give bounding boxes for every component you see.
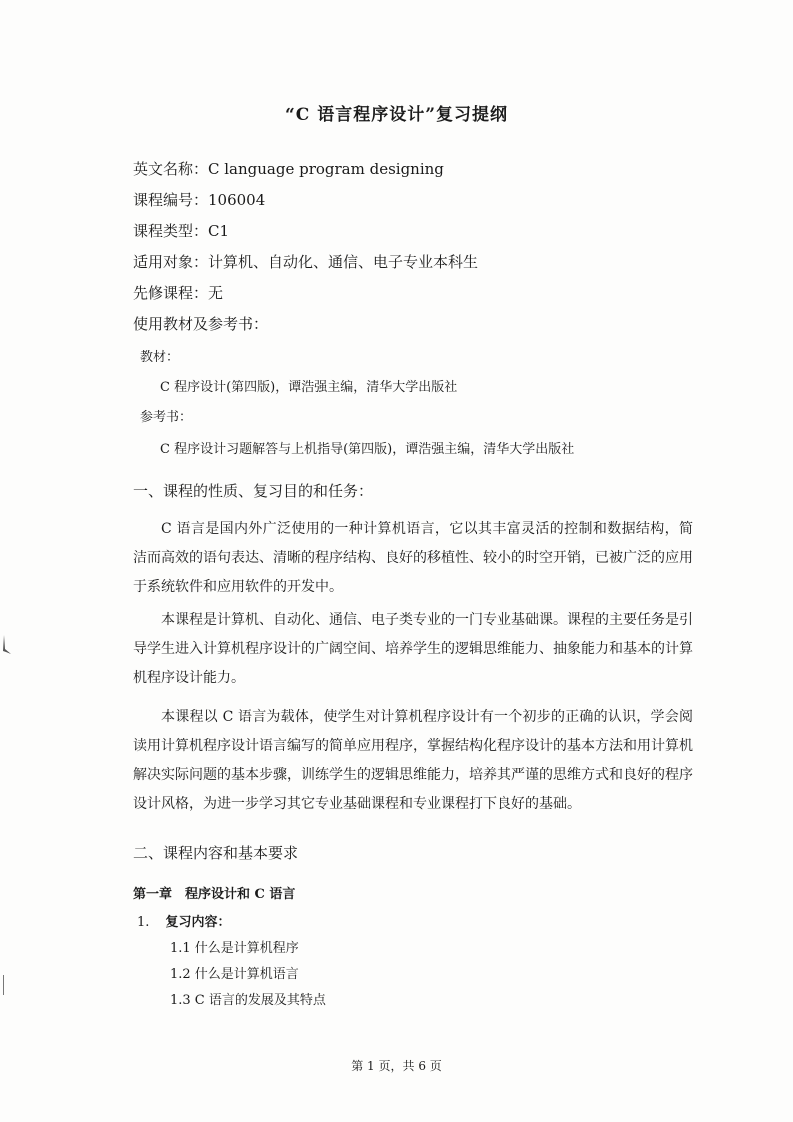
page-footer: 第 1 页，共 6 页 [351,1059,442,1073]
document-title: “C 语言程序设计”复习提纲 [284,105,508,125]
section1-paragraph-2: 本课程是计算机、自动化、通信、电子类专业的一门专业基础课。课程的主要任务是引导学生进入计算机程序设计的广阔空间、培养学生的逻辑思维能力、抽象能力和基本的计算机程序设计能力。 [133,612,693,686]
section1-paragraph-3: 本课程以 C 语言为载体，使学生对计算机程序设计有一个初步的正确的认识，学会阅读用计算机程序设计语言编写的简单应用程序，掌握结构化程序设计的基本方法和用计算机解决实际问题的基本步骤，训练学生的逻辑思维能力，培养其严谨的思维方式和良好的程序设计风格，为进一步学习其它专业基础课程和专业课程打下良好的基础。 [133,709,693,812]
meta-english-name: 英文名称：C language program designing [133,160,444,178]
scan-edge-mark [3,975,4,995]
textbook-label: 教材： [140,350,180,365]
review-heading [137,911,231,930]
section1-heading: 一、课程的性质、复习目的和任务： [133,482,374,500]
section1-paragraph-1: C 语言是国内外广泛使用的一种计算机语言，它以其丰富灵活的控制和数据结构，简洁而高效的语句表达、清晰的程序结构、良好的移植性、较小的时空开销，已被广泛的应用于系统软件和应用软件的开发中。 [133,521,693,595]
review-item-2: 1.2 什么是计算机语言 [170,967,299,982]
review-label: 复习内容： [165,915,231,930]
reference-label: 参考书： [140,410,193,425]
meta-audience: 适用对象：计算机、自动化、通信、电子专业本科生 [133,253,479,271]
meta-materials-heading: 使用教材及参考书： [133,315,269,333]
review-item-3: 1.3 C 语言的发展及其特点 [170,993,326,1008]
review-number: 1. [137,915,150,930]
textbook-entry: C 程序设计(第四版)，谭浩强主编，清华大学出版社 [160,380,458,395]
review-item-1: 1.1 什么是计算机程序 [170,941,299,956]
chapter1-title: 第一章 程序设计和 C 语言 [133,887,296,902]
reference-entry: C 程序设计习题解答与上机指导(第四版)，谭浩强主编，清华大学出版社 [160,442,575,457]
meta-prerequisite: 先修课程：无 [133,284,224,302]
scan-artifact-icon [2,635,12,655]
meta-course-code: 课程编号：106004 [133,191,266,209]
meta-course-type: 课程类型：C1 [133,222,230,240]
section2-heading: 二、课程内容和基本要求 [133,844,299,862]
